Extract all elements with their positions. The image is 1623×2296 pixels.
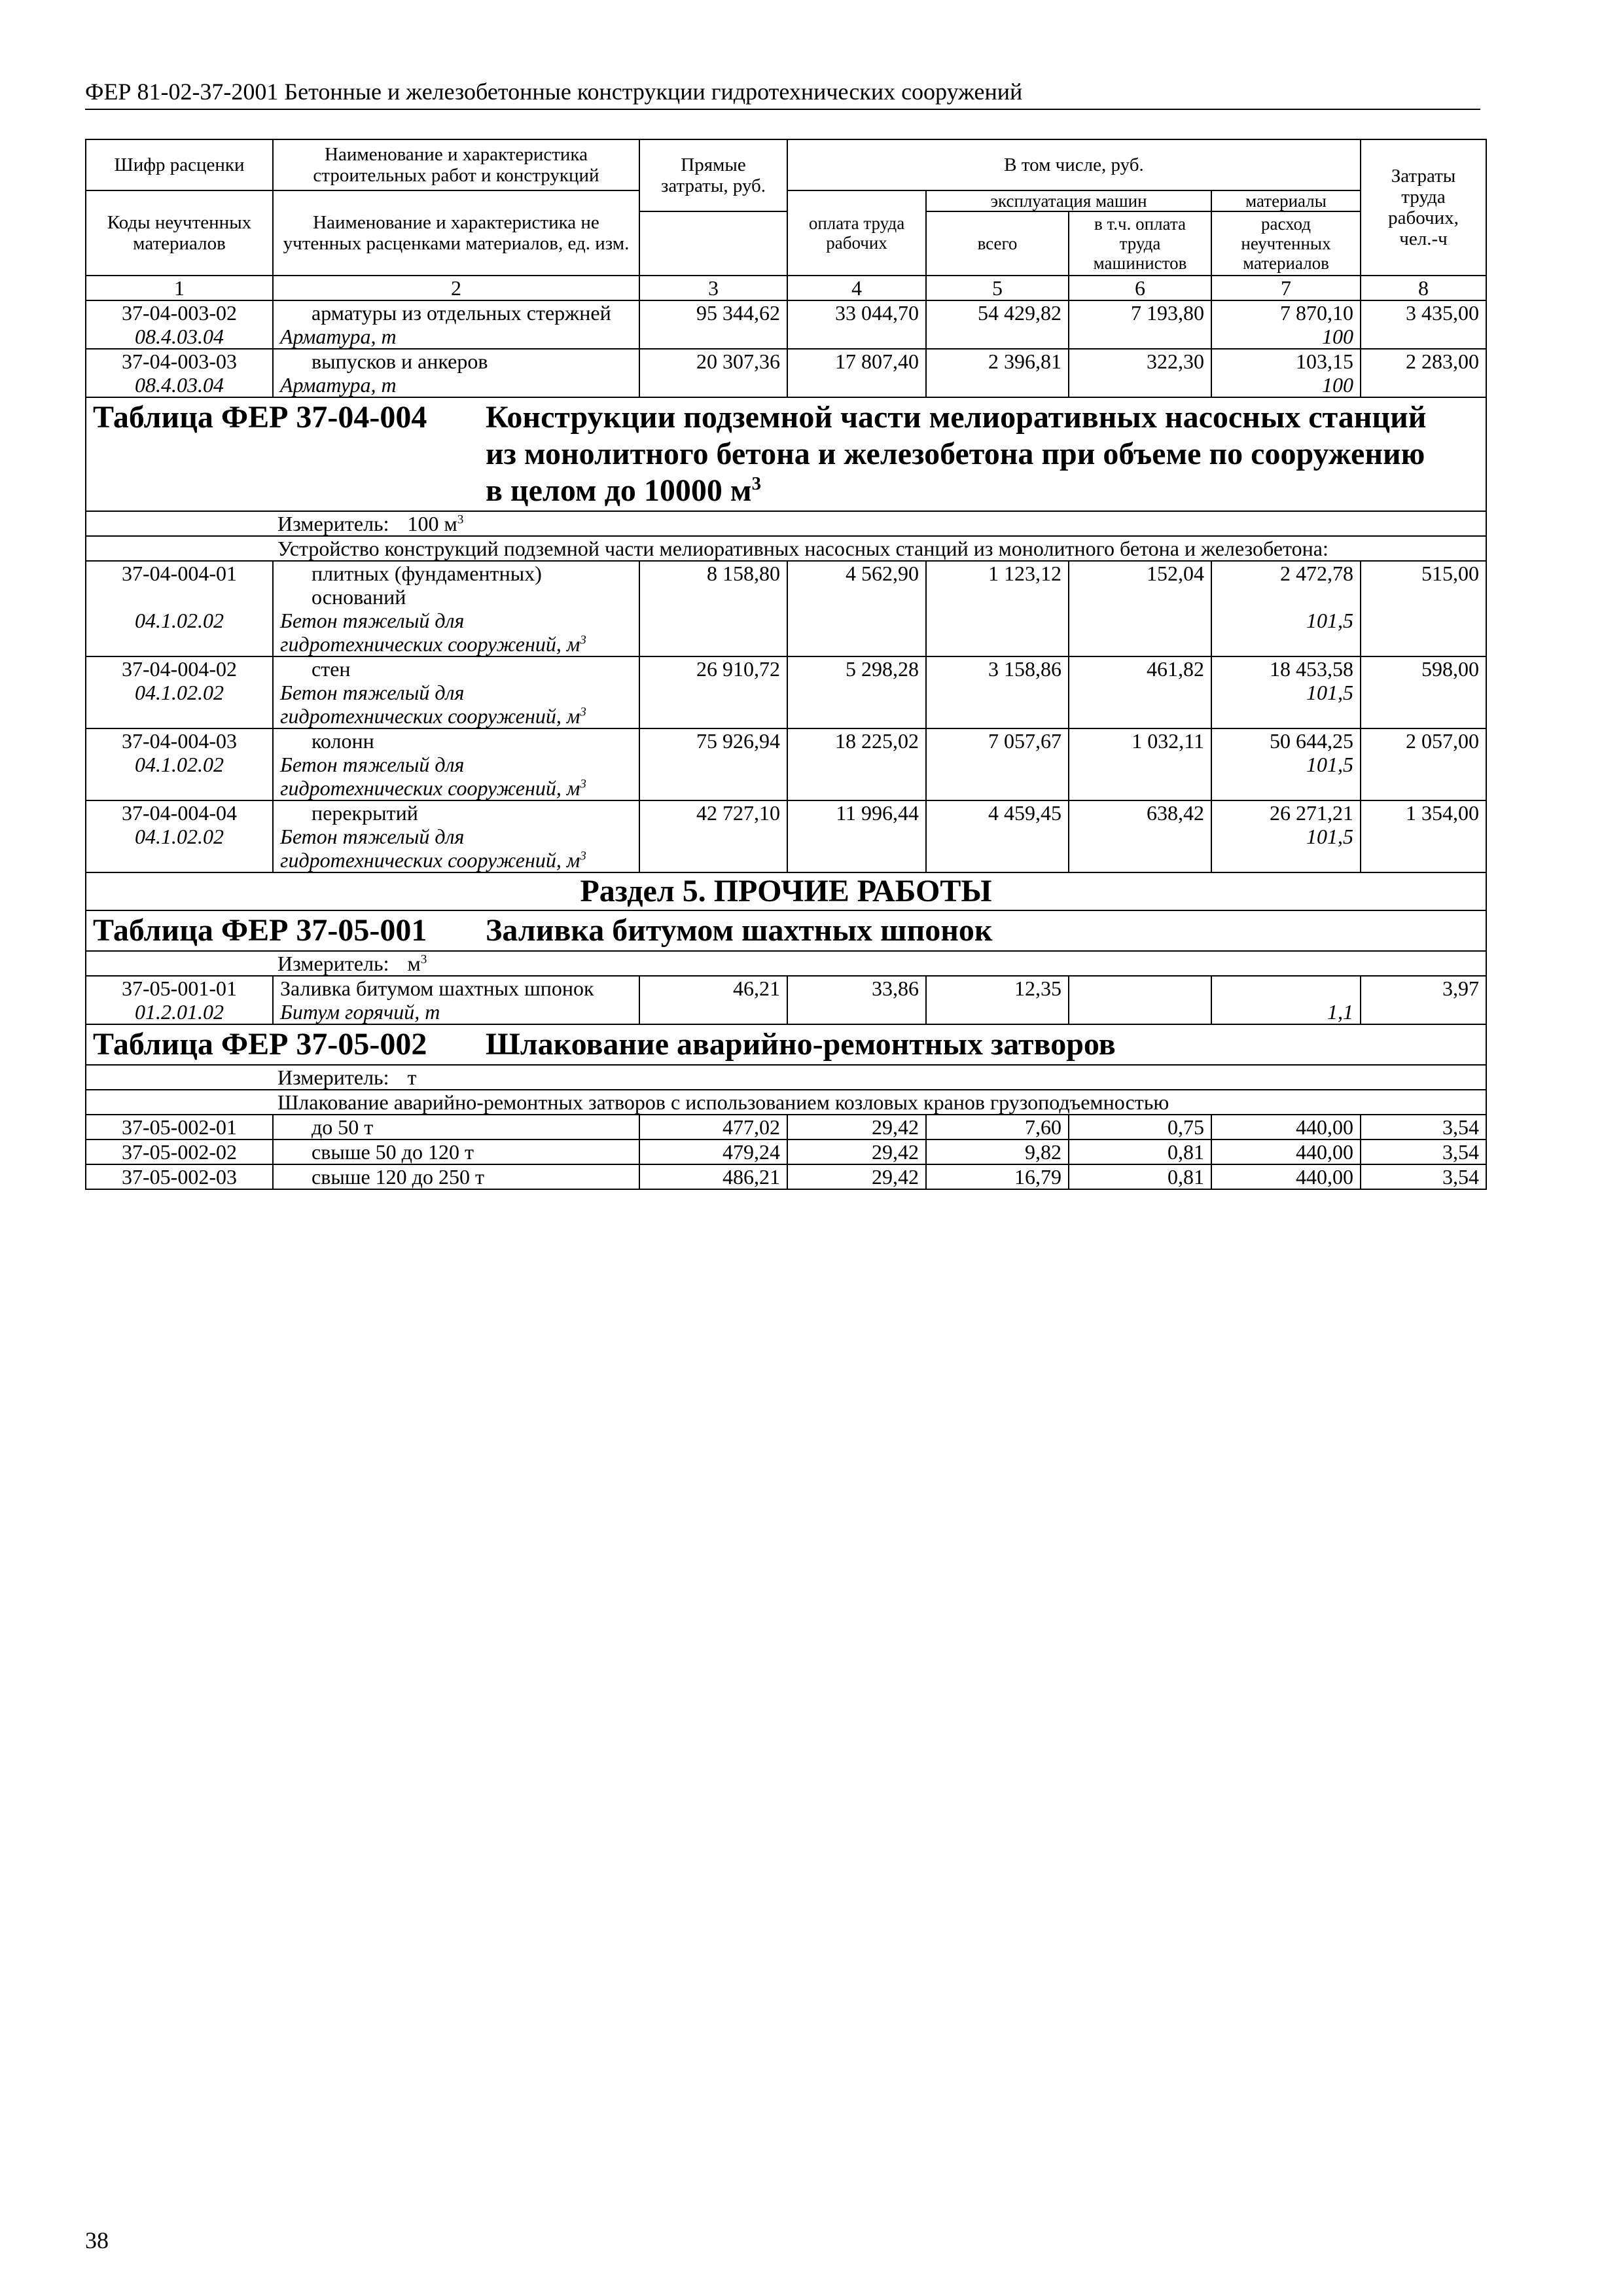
material-code: 04.1.02.02 bbox=[86, 681, 273, 728]
header-row-1 bbox=[86, 139, 1486, 190]
col-machines-header: эксплуатация машин bbox=[926, 190, 1211, 211]
column-numbers-row bbox=[86, 276, 1486, 300]
rate-name: до 50 т bbox=[273, 1115, 639, 1139]
section-title: Раздел 5. ПРОЧИЕ РАБОТЫ bbox=[86, 872, 1486, 910]
material-name: Бетон тяжелый для гидротехнических сооружений, $м^3$ bbox=[273, 825, 639, 872]
wage-cost: 29,42 bbox=[787, 1139, 926, 1164]
table-row bbox=[86, 728, 1486, 753]
measure-label: Измеритель: bbox=[277, 952, 389, 975]
col-direct-continue bbox=[639, 211, 787, 276]
rate-name: стен bbox=[273, 656, 639, 681]
labor-cost: 598,00 bbox=[1361, 656, 1486, 681]
col-materials-usage-header: расход неучтенных материалов bbox=[1211, 211, 1361, 276]
material-row bbox=[86, 753, 1486, 800]
column-number: 5 bbox=[926, 276, 1069, 300]
wage-cost: 18 225,02 bbox=[787, 728, 926, 753]
rate-code: 37-04-004-01 bbox=[86, 561, 273, 609]
machines-cost: 9,82 bbox=[926, 1139, 1069, 1164]
rate-code: 37-05-002-01 bbox=[86, 1115, 273, 1139]
table-row bbox=[86, 300, 1486, 325]
material-code: 08.4.03.04 bbox=[86, 325, 273, 349]
column-number: 3 bbox=[639, 276, 787, 300]
table-title: Шлакование аварийно-ремонтных затворов bbox=[486, 1027, 1116, 1062]
material-name: Битум горячий, т bbox=[273, 1000, 639, 1024]
material-usage: 101,5 bbox=[1211, 753, 1361, 800]
machines-cost: 2 396,81 bbox=[926, 349, 1069, 373]
materials-cost: 440,00 bbox=[1211, 1139, 1361, 1164]
material-row bbox=[86, 609, 1486, 656]
table-code: Таблица ФЕР 37-05-001 bbox=[93, 913, 427, 948]
description-row bbox=[86, 1090, 1486, 1115]
table-title-row bbox=[86, 1024, 1486, 1065]
rate-name: выпусков и анкеров bbox=[273, 349, 639, 373]
wage-cost: 17 807,40 bbox=[787, 349, 926, 373]
labor-cost: 1 354,00 bbox=[1361, 800, 1486, 825]
table-row bbox=[86, 1115, 1486, 1139]
rate-name: колонн bbox=[273, 728, 639, 753]
measure-label: Измеритель: bbox=[277, 512, 389, 535]
material-usage: 100 bbox=[1211, 325, 1361, 349]
measure-value: т bbox=[407, 1066, 417, 1089]
table-description: Шлакование аварийно-ремонтных затворов с использованием козловых кранов грузоподъемностью bbox=[86, 1090, 1486, 1115]
rate-name: арматуры из отдельных стержней bbox=[273, 300, 639, 325]
direct-cost: 75 926,94 bbox=[639, 728, 787, 753]
machines-cost: 1 123,12 bbox=[926, 561, 1069, 609]
material-row bbox=[86, 681, 1486, 728]
labor-cost: 515,00 bbox=[1361, 561, 1486, 609]
col-including-header: В том числе, руб. bbox=[787, 139, 1361, 190]
material-usage: 101,5 bbox=[1211, 825, 1361, 872]
wage-cost: 29,42 bbox=[787, 1164, 926, 1189]
machinist-cost: 322,30 bbox=[1069, 349, 1211, 373]
rate-name: плитных (фундаментных) оснований bbox=[273, 561, 639, 609]
material-row bbox=[86, 825, 1486, 872]
machinist-cost: 152,04 bbox=[1069, 561, 1211, 609]
material-name: Бетон тяжелый для гидротехнических сооружений, $м^3$ bbox=[273, 753, 639, 800]
materials-cost: 26 271,21 bbox=[1211, 800, 1361, 825]
material-name: Бетон тяжелый для гидротехнических сооружений, $м^3$ bbox=[273, 681, 639, 728]
material-code: 04.1.02.02 bbox=[86, 825, 273, 872]
col-code-header: Шифр расценки bbox=[86, 139, 273, 190]
materials-cost: 2 472,78 bbox=[1211, 561, 1361, 609]
col-unaccounted-name-header: Наименование и характеристика не учтенных расценками материалов, ед. изм. bbox=[273, 190, 639, 276]
rate-name: свыше 120 до 250 т bbox=[273, 1164, 639, 1189]
rate-code: 37-04-003-03 bbox=[86, 349, 273, 373]
direct-cost: 477,02 bbox=[639, 1115, 787, 1139]
column-number: 4 bbox=[787, 276, 926, 300]
table-code: Таблица ФЕР 37-05-002 bbox=[93, 1027, 427, 1062]
direct-cost: 42 727,10 bbox=[639, 800, 787, 825]
machines-cost: 4 459,45 bbox=[926, 800, 1069, 825]
machines-cost: 7 057,67 bbox=[926, 728, 1069, 753]
rate-code: 37-04-004-04 bbox=[86, 800, 273, 825]
material-name: Арматура, т bbox=[273, 373, 639, 397]
machinist-cost: 7 193,80 bbox=[1069, 300, 1211, 325]
direct-cost: 95 344,62 bbox=[639, 300, 787, 325]
col-wage-header: оплата труда рабочих bbox=[787, 190, 926, 276]
table-row bbox=[86, 1164, 1486, 1189]
machines-cost: 12,35 bbox=[926, 976, 1069, 1000]
direct-cost: 8 158,80 bbox=[639, 561, 787, 609]
measure-row bbox=[86, 511, 1486, 536]
wage-cost: 11 996,44 bbox=[787, 800, 926, 825]
machines-cost: 54 429,82 bbox=[926, 300, 1069, 325]
machinist-cost bbox=[1069, 976, 1211, 1000]
materials-cost: 440,00 bbox=[1211, 1115, 1361, 1139]
col-direct-header: Прямые затраты, руб. bbox=[639, 139, 787, 211]
col-machinist-wage-header: в т.ч. оплата труда машинистов bbox=[1069, 211, 1211, 276]
labor-cost: 2 283,00 bbox=[1361, 349, 1486, 373]
table-description: Устройство конструкций подземной части мелиоративных насосных станций из монолитного бетона и железобетона: bbox=[86, 536, 1486, 561]
labor-cost: 2 057,00 bbox=[1361, 728, 1486, 753]
machinist-cost: 0,81 bbox=[1069, 1139, 1211, 1164]
rate-code: 37-04-003-02 bbox=[86, 300, 273, 325]
material-name: Арматура, т bbox=[273, 325, 639, 349]
machinist-cost: 0,75 bbox=[1069, 1115, 1211, 1139]
table-title-row bbox=[86, 397, 1486, 511]
labor-cost: 3 435,00 bbox=[1361, 300, 1486, 325]
table-row bbox=[86, 976, 1486, 1000]
direct-cost: 46,21 bbox=[639, 976, 787, 1000]
machinist-cost: 0,81 bbox=[1069, 1164, 1211, 1189]
material-code: 04.1.02.02 bbox=[86, 609, 273, 656]
machines-cost: 16,79 bbox=[926, 1164, 1069, 1189]
page-header: ФЕР 81-02-37-2001 Бетонные и железобетонные конструкции гидротехнических сооружений bbox=[85, 77, 1480, 110]
col-unaccounted-codes-header: Коды неучтенных материалов bbox=[86, 190, 273, 276]
material-usage: 1,1 bbox=[1211, 1000, 1361, 1024]
measure-value: 100 $м^3$ bbox=[407, 512, 464, 535]
material-code: 01.2.01.02 bbox=[86, 1000, 273, 1024]
section-row bbox=[86, 872, 1486, 910]
table-row bbox=[86, 800, 1486, 825]
labor-cost: 3,97 bbox=[1361, 976, 1486, 1000]
col-machines-total-header: всего bbox=[926, 211, 1069, 276]
wage-cost: 33,86 bbox=[787, 976, 926, 1000]
direct-cost: 479,24 bbox=[639, 1139, 787, 1164]
rate-name: перекрытий bbox=[273, 800, 639, 825]
direct-cost: 26 910,72 bbox=[639, 656, 787, 681]
column-number: 8 bbox=[1361, 276, 1486, 300]
machinist-cost: 461,82 bbox=[1069, 656, 1211, 681]
table-title: Конструкции подземной части мелиоративных насосных станций из монолитного бетона и железобетона при объеме по сооружению в целом до 10000 $м^3$ bbox=[486, 400, 1427, 508]
rate-name: Заливка битумом шахтных шпонок bbox=[273, 976, 639, 1000]
materials-cost: 7 870,10 bbox=[1211, 300, 1361, 325]
direct-cost: 486,21 bbox=[639, 1164, 787, 1189]
col-name-header: Наименование и характеристика строительных работ и конструкций bbox=[273, 139, 639, 190]
table-title-row bbox=[86, 910, 1486, 951]
column-number: 2 bbox=[273, 276, 639, 300]
measure-label: Измеритель: bbox=[277, 1066, 389, 1089]
machinist-cost: 1 032,11 bbox=[1069, 728, 1211, 753]
material-row bbox=[86, 373, 1486, 397]
rate-code: 37-05-001-01 bbox=[86, 976, 273, 1000]
machines-cost: 3 158,86 bbox=[926, 656, 1069, 681]
column-number: 7 bbox=[1211, 276, 1361, 300]
labor-cost: 3,54 bbox=[1361, 1139, 1486, 1164]
table-row bbox=[86, 656, 1486, 681]
col-labor-header: Затраты труда рабочих, чел.-ч bbox=[1361, 139, 1486, 276]
material-usage: 101,5 bbox=[1211, 609, 1361, 656]
rate-code: 37-04-004-03 bbox=[86, 728, 273, 753]
table-code: Таблица ФЕР 37-04-004 bbox=[93, 400, 427, 435]
material-usage: 101,5 bbox=[1211, 681, 1361, 728]
page-number: 38 bbox=[85, 2227, 109, 2253]
material-code: 04.1.02.02 bbox=[86, 753, 273, 800]
material-code: 08.4.03.04 bbox=[86, 373, 273, 397]
column-number: 6 bbox=[1069, 276, 1211, 300]
table-row bbox=[86, 349, 1486, 373]
measure-value: $м^3$ bbox=[407, 952, 427, 975]
materials-cost bbox=[1211, 976, 1361, 1000]
measure-row bbox=[86, 1065, 1486, 1090]
rate-code: 37-04-004-02 bbox=[86, 656, 273, 681]
wage-cost: 29,42 bbox=[787, 1115, 926, 1139]
materials-cost: 18 453,58 bbox=[1211, 656, 1361, 681]
machinist-cost: 638,42 bbox=[1069, 800, 1211, 825]
rate-code: 37-05-002-03 bbox=[86, 1164, 273, 1189]
material-row bbox=[86, 325, 1486, 349]
materials-cost: 440,00 bbox=[1211, 1164, 1361, 1189]
column-number: 1 bbox=[86, 276, 273, 300]
rate-code: 37-05-002-02 bbox=[86, 1139, 273, 1164]
col-materials-header: материалы bbox=[1211, 190, 1361, 211]
material-row bbox=[86, 1000, 1486, 1024]
materials-cost: 103,15 bbox=[1211, 349, 1361, 373]
description-row bbox=[86, 536, 1486, 561]
table-row bbox=[86, 1139, 1486, 1164]
labor-cost: 3,54 bbox=[1361, 1164, 1486, 1189]
rate-name: свыше 50 до 120 т bbox=[273, 1139, 639, 1164]
wage-cost: 4 562,90 bbox=[787, 561, 926, 609]
table-row bbox=[86, 561, 1486, 609]
material-usage: 100 bbox=[1211, 373, 1361, 397]
machines-cost: 7,60 bbox=[926, 1115, 1069, 1139]
materials-cost: 50 644,25 bbox=[1211, 728, 1361, 753]
measure-row bbox=[86, 951, 1486, 976]
wage-cost: 33 044,70 bbox=[787, 300, 926, 325]
price-table bbox=[85, 139, 1487, 1190]
labor-cost: 3,54 bbox=[1361, 1115, 1486, 1139]
table-title: Заливка битумом шахтных шпонок bbox=[486, 913, 993, 948]
material-name: Бетон тяжелый для гидротехнических сооружений, $м^3$ bbox=[273, 609, 639, 656]
wage-cost: 5 298,28 bbox=[787, 656, 926, 681]
direct-cost: 20 307,36 bbox=[639, 349, 787, 373]
